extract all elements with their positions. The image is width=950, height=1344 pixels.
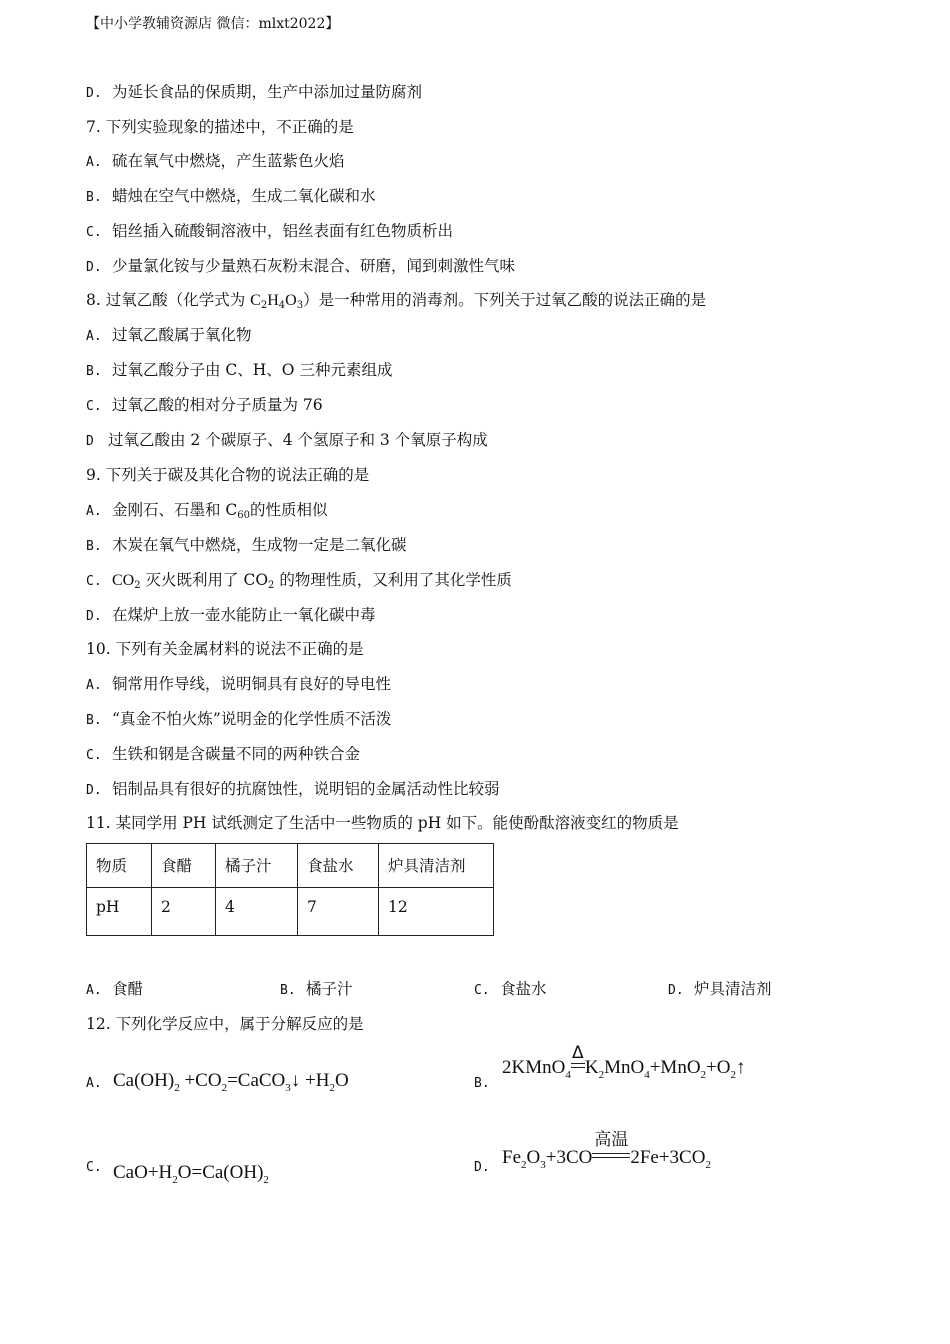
formula-sub: 2 <box>134 580 141 591</box>
option-letter: C. <box>86 748 102 763</box>
q11-option-b <box>280 979 353 1001</box>
q7-option-a <box>86 151 345 173</box>
eq-text: 2KMnO <box>502 1057 566 1078</box>
q9-option-a <box>86 500 328 522</box>
option-text: 炉具清洁剂 <box>694 980 772 998</box>
formula-sub: 60 <box>237 510 251 521</box>
option-letter: D <box>86 434 94 449</box>
eq-text: =CaCO <box>227 1070 286 1091</box>
q11-option-c <box>474 979 547 1001</box>
option-text: 的物理性质，又利用了其化学性质 <box>274 571 512 589</box>
eq-text: Ca(OH) <box>113 1070 175 1091</box>
q12-option-d-letter: D. <box>474 1160 490 1175</box>
eq-sub: 2 <box>221 1082 228 1094</box>
table-cell: 橘子汁 <box>216 844 298 888</box>
eq-text: CaO+H <box>113 1162 173 1183</box>
option-letter: D. <box>86 783 102 798</box>
eq-sub: 4 <box>644 1069 650 1081</box>
option-text: 硫在氧气中燃烧，产生蓝紫色火焰 <box>112 152 345 170</box>
q12-option-c-letter: C. <box>86 1160 102 1175</box>
option-text: 过氧乙酸由 2 个碳原子、4 个氢原子和 3 个氧原子构成 <box>108 431 488 449</box>
document-header: 【中小学教辅资源店 微信：mlxt2022】 <box>86 16 340 32</box>
q12-equation-b <box>502 1043 746 1081</box>
q9-option-b <box>86 535 407 557</box>
equals-sign <box>592 1153 630 1158</box>
eq-sub: 3 <box>285 1082 291 1094</box>
eq-sub: 4 <box>565 1069 571 1081</box>
eq-text: Fe <box>502 1147 521 1168</box>
option-letter: B. <box>280 983 296 998</box>
option-letter: A. <box>86 329 102 344</box>
option-letter: A. <box>86 678 102 693</box>
formula-c: C <box>250 292 261 309</box>
table-cell: 食盐水 <box>298 844 379 888</box>
table-cell: 4 <box>216 888 298 936</box>
eq-text: ↓ +H <box>290 1070 330 1091</box>
option-letter: B. <box>86 713 102 728</box>
option-text: 灭火既利用了 CO <box>140 571 269 589</box>
option-letter: B. <box>86 539 102 554</box>
q10-option-b <box>86 709 391 731</box>
eq-text: K <box>584 1057 599 1078</box>
option-text: “真金不怕火炼”说明金的化学性质不活泼 <box>112 710 392 728</box>
q7-option-b <box>86 186 376 208</box>
stem-text: 8. 过氧乙酸（化学式为 <box>86 291 251 309</box>
option-text: 过氧乙酸属于氧化物 <box>112 326 252 344</box>
option-text: 生铁和钢是含碳量不同的两种铁合金 <box>112 745 361 763</box>
eq-sub: 2 <box>700 1069 707 1081</box>
eq-text: +3CO <box>545 1147 593 1168</box>
option-text: 少量氯化铵与少量熟石灰粉末混合、研磨，闻到刺激性气味 <box>112 257 516 275</box>
q9-option-c <box>86 570 512 592</box>
equals-sign <box>571 1063 585 1068</box>
option-letter: D. <box>668 983 684 998</box>
eq-sub: 3 <box>540 1159 546 1171</box>
eq-sub: 2 <box>263 1174 269 1186</box>
option-text: 铝丝插入硫酸铜溶液中，铝丝表面有红色物质析出 <box>112 222 454 240</box>
eq-sub: 2 <box>521 1159 527 1171</box>
q8-option-c <box>86 395 323 417</box>
option-letter: C. <box>474 983 490 998</box>
eq-sub: 2 <box>598 1069 605 1081</box>
q11-option-d <box>668 979 772 1001</box>
option-text: 为延长食品的保质期，生产中添加过量防腐剂 <box>112 83 423 101</box>
table-cell: 7 <box>298 888 379 936</box>
table-cell: 物质 <box>87 844 152 888</box>
option-text: 过氧乙酸的相对分子质量为 76 <box>112 396 323 414</box>
option-letter: C. <box>86 574 102 589</box>
option-text: 蜡烛在空气中燃烧，生成二氧化碳和水 <box>112 187 376 205</box>
q8-option-d <box>86 430 488 452</box>
eq-text: 2Fe+3CO <box>630 1147 706 1168</box>
formula-sub: 3 <box>296 300 304 311</box>
table-cell: 炉具清洁剂 <box>379 844 494 888</box>
q6-option-d <box>86 82 422 104</box>
option-text: 的性质相似 <box>250 501 328 519</box>
eq-sub: 2 <box>730 1069 736 1081</box>
option-text: 铜常用作导线，说明铜具有良好的导电性 <box>112 675 392 693</box>
q10-stem: 10. 下列有关金属材料的说法不正确的是 <box>86 640 364 658</box>
eq-sub: 2 <box>172 1174 178 1186</box>
eq-text: MnO <box>604 1057 645 1078</box>
formula-o: O <box>285 292 297 309</box>
stem-text: ）是一种常用的消毒剂。下列关于过氧乙酸的说法正确的是 <box>303 291 707 309</box>
table-row <box>87 844 494 888</box>
q10-option-a <box>86 674 391 696</box>
table-cell: pH <box>87 888 152 936</box>
option-letter: A. <box>86 155 102 170</box>
option-letter: D. <box>86 609 102 624</box>
eq-sub: 2 <box>705 1159 711 1171</box>
option-letter: B. <box>86 364 102 379</box>
q8-option-a <box>86 325 252 347</box>
formula-co2: CO <box>112 572 135 589</box>
q11-stem: 11. 某同学用 PH 试纸测定了生活中一些物质的 pH 如下。能使酚酞溶液变红的物质是 <box>86 814 679 832</box>
option-letter: A. <box>86 504 102 519</box>
option-text: 过氧乙酸分子由 C、H、O 三种元素组成 <box>112 361 393 379</box>
option-text: 橘子汁 <box>306 980 353 998</box>
delta-symbol: Δ <box>572 1043 584 1063</box>
table-cell: 食醋 <box>152 844 216 888</box>
eq-text: +MnO <box>649 1057 701 1078</box>
option-letter: D. <box>86 260 102 275</box>
option-letter: A. <box>86 983 102 998</box>
heat-condition <box>571 1043 585 1079</box>
formula-sub: 4 <box>278 300 286 311</box>
option-letter: C. <box>86 399 102 414</box>
option-text: 食盐水 <box>500 980 547 998</box>
q12-equation-a <box>113 1070 349 1092</box>
option-text: 食醋 <box>112 980 144 998</box>
q10-option-d <box>86 779 500 801</box>
option-text: 铝制品具有很好的抗腐蚀性，说明铝的金属活动性比较弱 <box>112 780 500 798</box>
formula-sub: 2 <box>260 300 268 311</box>
q12-option-b-letter: B. <box>474 1076 490 1091</box>
ph-table <box>86 843 494 936</box>
eq-text: O=Ca(OH) <box>177 1162 264 1183</box>
option-text: 金刚石、石墨和 C <box>112 501 238 519</box>
eq-text: O <box>334 1070 349 1091</box>
q8-option-b <box>86 360 392 382</box>
q12-equation-d <box>502 1130 711 1171</box>
up-arrow-icon: ↑ <box>735 1057 746 1078</box>
table-cell: 2 <box>152 888 216 936</box>
eq-text: +CO <box>179 1070 222 1091</box>
eq-sub: 2 <box>329 1082 335 1094</box>
q9-option-d <box>86 605 376 627</box>
option-letter: D. <box>86 86 102 101</box>
option-text: 木炭在氧气中燃烧，生成物一定是二氧化碳 <box>112 536 407 554</box>
q12-equation-c <box>113 1162 269 1184</box>
option-letter: B. <box>86 190 102 205</box>
option-text: 在煤炉上放一壶水能防止一氧化碳中毒 <box>112 606 376 624</box>
eq-sub: 2 <box>174 1082 180 1094</box>
formula-h: H <box>267 292 279 309</box>
q10-option-c <box>86 744 360 766</box>
high-temp-condition <box>592 1130 630 1169</box>
q7-stem: 7. 下列实验现象的描述中，不正确的是 <box>86 118 354 136</box>
q7-option-d <box>86 256 515 278</box>
eq-text: +O <box>706 1057 731 1078</box>
option-letter: C. <box>86 225 102 240</box>
q12-option-a-letter: A. <box>86 1076 102 1091</box>
q7-option-c <box>86 221 453 243</box>
q9-stem: 9. 下列关于碳及其化合物的说法正确的是 <box>86 466 370 484</box>
table-row <box>87 888 494 936</box>
formula-sub: 2 <box>268 580 275 591</box>
q8-stem <box>86 290 706 311</box>
table-cell: 12 <box>379 888 494 936</box>
eq-text: O <box>526 1147 541 1168</box>
condition-text: 高温 <box>594 1130 629 1150</box>
q12-stem: 12. 下列化学反应中，属于分解反应的是 <box>86 1015 364 1033</box>
q11-option-a <box>86 979 143 1001</box>
